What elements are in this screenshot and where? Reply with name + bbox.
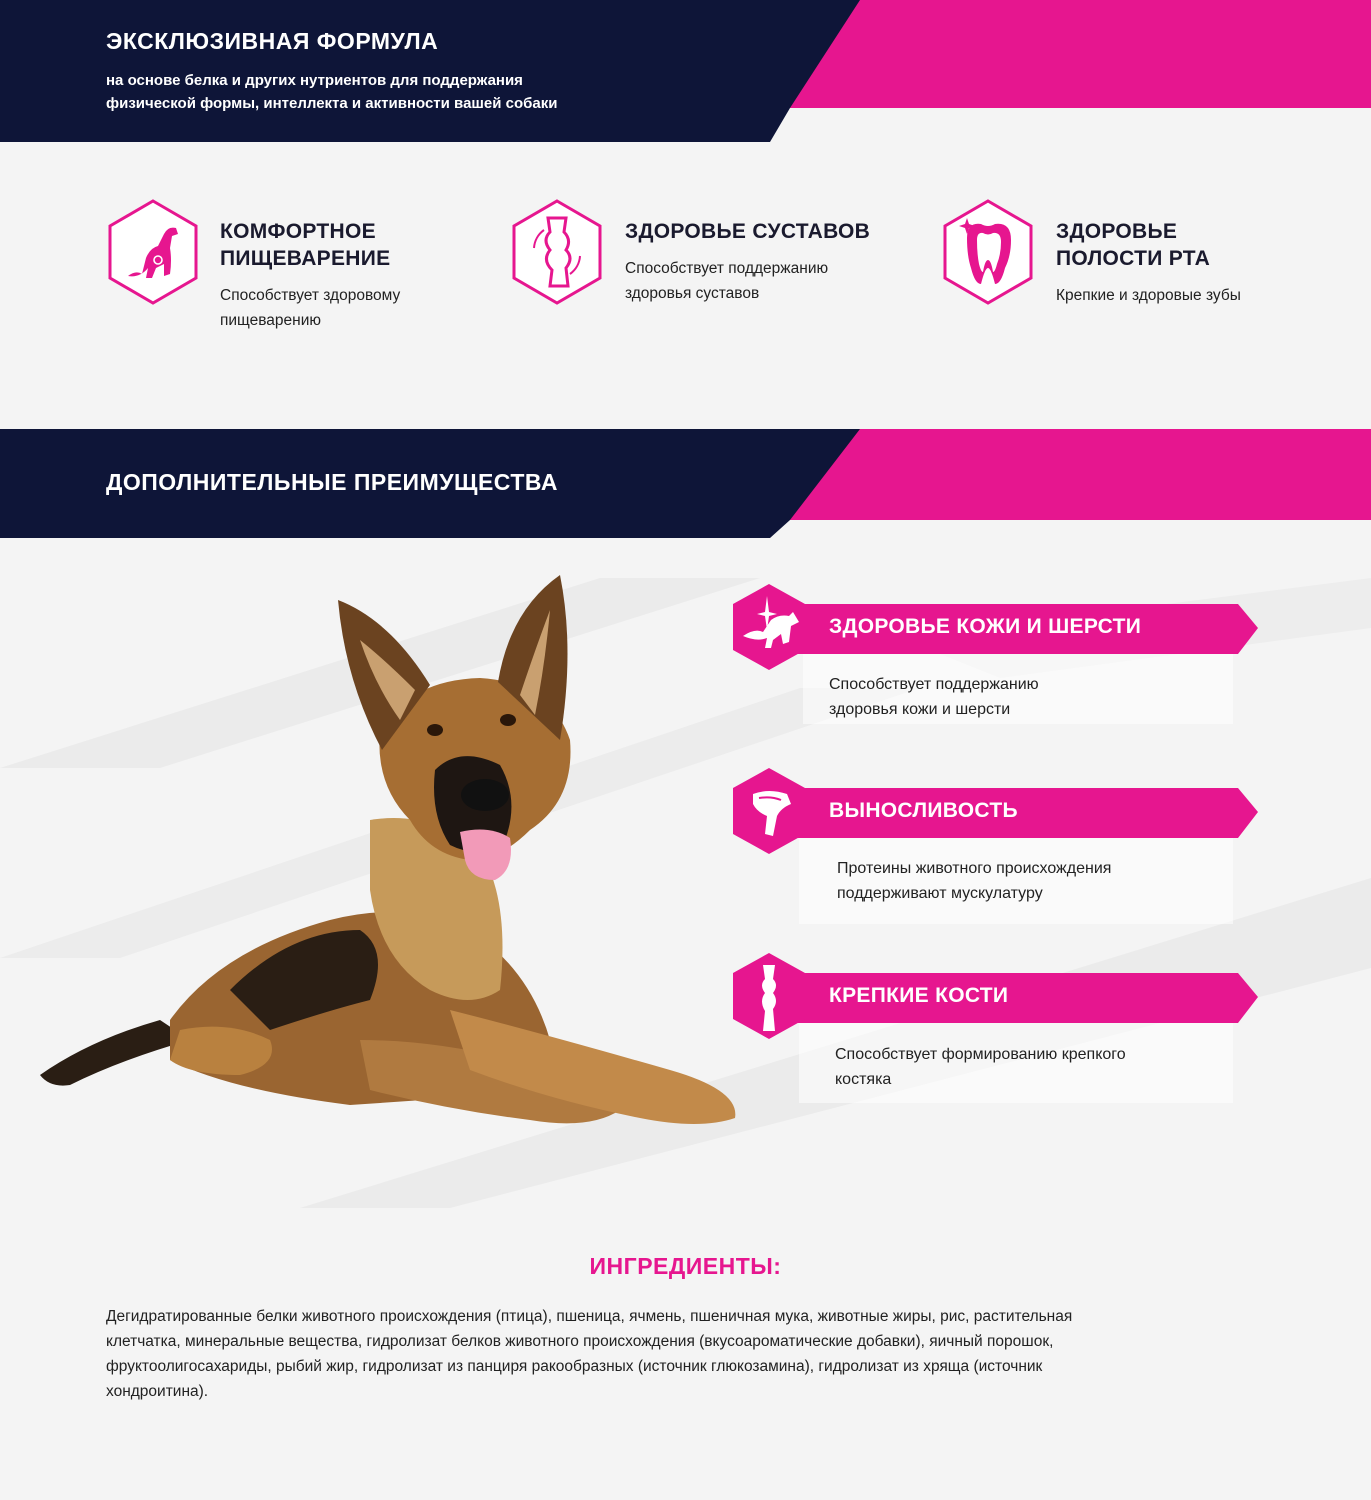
feature-oral-title-line2: ПОЛОСТИ РТА	[1056, 247, 1211, 270]
top-banner-title: ЭКСКЛЮЗИВНАЯ ФОРМУЛА	[106, 28, 439, 54]
benefit-skin-coat	[733, 584, 1263, 734]
benefit-endurance-desc-line1: Протеины животного происхождения	[837, 860, 1112, 877]
mid-banner-title: ДОПОЛНИТЕЛЬНЫЕ ПРЕИМУЩЕСТВА	[106, 469, 558, 495]
feature-oral-desc-line1: Крепкие и здоровые зубы	[1056, 287, 1241, 304]
feature-digestion-desc-line2: пищеварению	[220, 312, 322, 329]
benefit-endurance-desc-line2: поддерживают мускулатуру	[837, 885, 1043, 902]
dog-digestion-icon	[106, 198, 200, 306]
benefit-endurance-title: ВЫНОСЛИВОСТЬ	[829, 799, 1018, 822]
ingredients-line4: хондроитина).	[106, 1383, 209, 1400]
feature-digestion-title-line2: ПИЩЕВАРЕНИЕ	[220, 247, 391, 270]
feature-digestion-title-line1: КОМФОРТНОЕ	[220, 220, 376, 243]
feature-digestion-desc	[220, 283, 400, 333]
benefit-skin-coat-desc-line1: Способствует поддержанию	[829, 676, 1039, 693]
feature-joints-desc	[625, 256, 828, 306]
feature-joints-desc-line2: здоровья суставов	[625, 285, 760, 302]
benefit-skin-coat-title: ЗДОРОВЬЕ КОЖИ И ШЕРСТИ	[829, 615, 1142, 638]
mid-banner	[0, 429, 1371, 538]
ingredients-line3: фруктоолигосахариды, рыбий жир, гидролизат из панциря ракообразных (источник глюкозамина), гидролизат из хряща (источник	[106, 1358, 1043, 1375]
ingredients-title: ИНГРЕДИЕНТЫ:	[589, 1253, 782, 1279]
feature-oral-title-line1: ЗДОРОВЬЕ	[1056, 220, 1178, 243]
benefit-bones-desc-line1: Способствует формированию крепкого	[835, 1046, 1126, 1063]
benefit-endurance	[733, 768, 1263, 928]
ingredients-line2: клетчатка, минеральные вещества, гидролизат белков животного происхождения (вкусоароматические добавки), яичный порошок,	[106, 1333, 1054, 1350]
top-banner-subtitle-line2: физической формы, интеллекта и активности вашей собаки	[106, 95, 558, 112]
benefit-bones-title: КРЕПКИЕ КОСТИ	[829, 984, 1009, 1007]
joint-icon	[510, 198, 604, 306]
feature-joints-desc-line1: Способствует поддержанию	[625, 260, 829, 277]
benefit-skin-coat-desc	[829, 672, 1039, 722]
feature-digestion-desc-line1: Способствует здоровому	[220, 287, 401, 304]
feature-oral-desc	[1056, 283, 1241, 308]
ingredients-line1: Дегидратированные белки животного происхождения (птица), пшеница, ячмень, пшеничная мука, животные жиры, рис, растительная	[106, 1308, 1073, 1325]
feature-digestion-title	[220, 218, 390, 272]
ingredients-text	[106, 1304, 1226, 1404]
top-banner-subtitle-line1: на основе белка и других нутриентов для поддержания	[106, 72, 523, 89]
feature-joints-title	[625, 218, 870, 245]
top-banner	[0, 0, 1371, 142]
benefit-bones	[733, 953, 1263, 1103]
german-shepherd-dog-image	[30, 570, 750, 1150]
tooth-icon	[941, 198, 1035, 306]
benefit-skin-coat-desc-line2: здоровья кожи и шерсти	[829, 701, 1011, 718]
feature-oral-title	[1056, 218, 1210, 272]
benefit-endurance-desc	[837, 856, 1111, 906]
feature-joints-title-line1: ЗДОРОВЬЕ СУСТАВОВ	[625, 220, 871, 243]
top-banner-subtitle	[106, 69, 666, 115]
benefit-bones-desc	[835, 1042, 1126, 1092]
benefit-bones-desc-line2: костяка	[835, 1071, 892, 1088]
